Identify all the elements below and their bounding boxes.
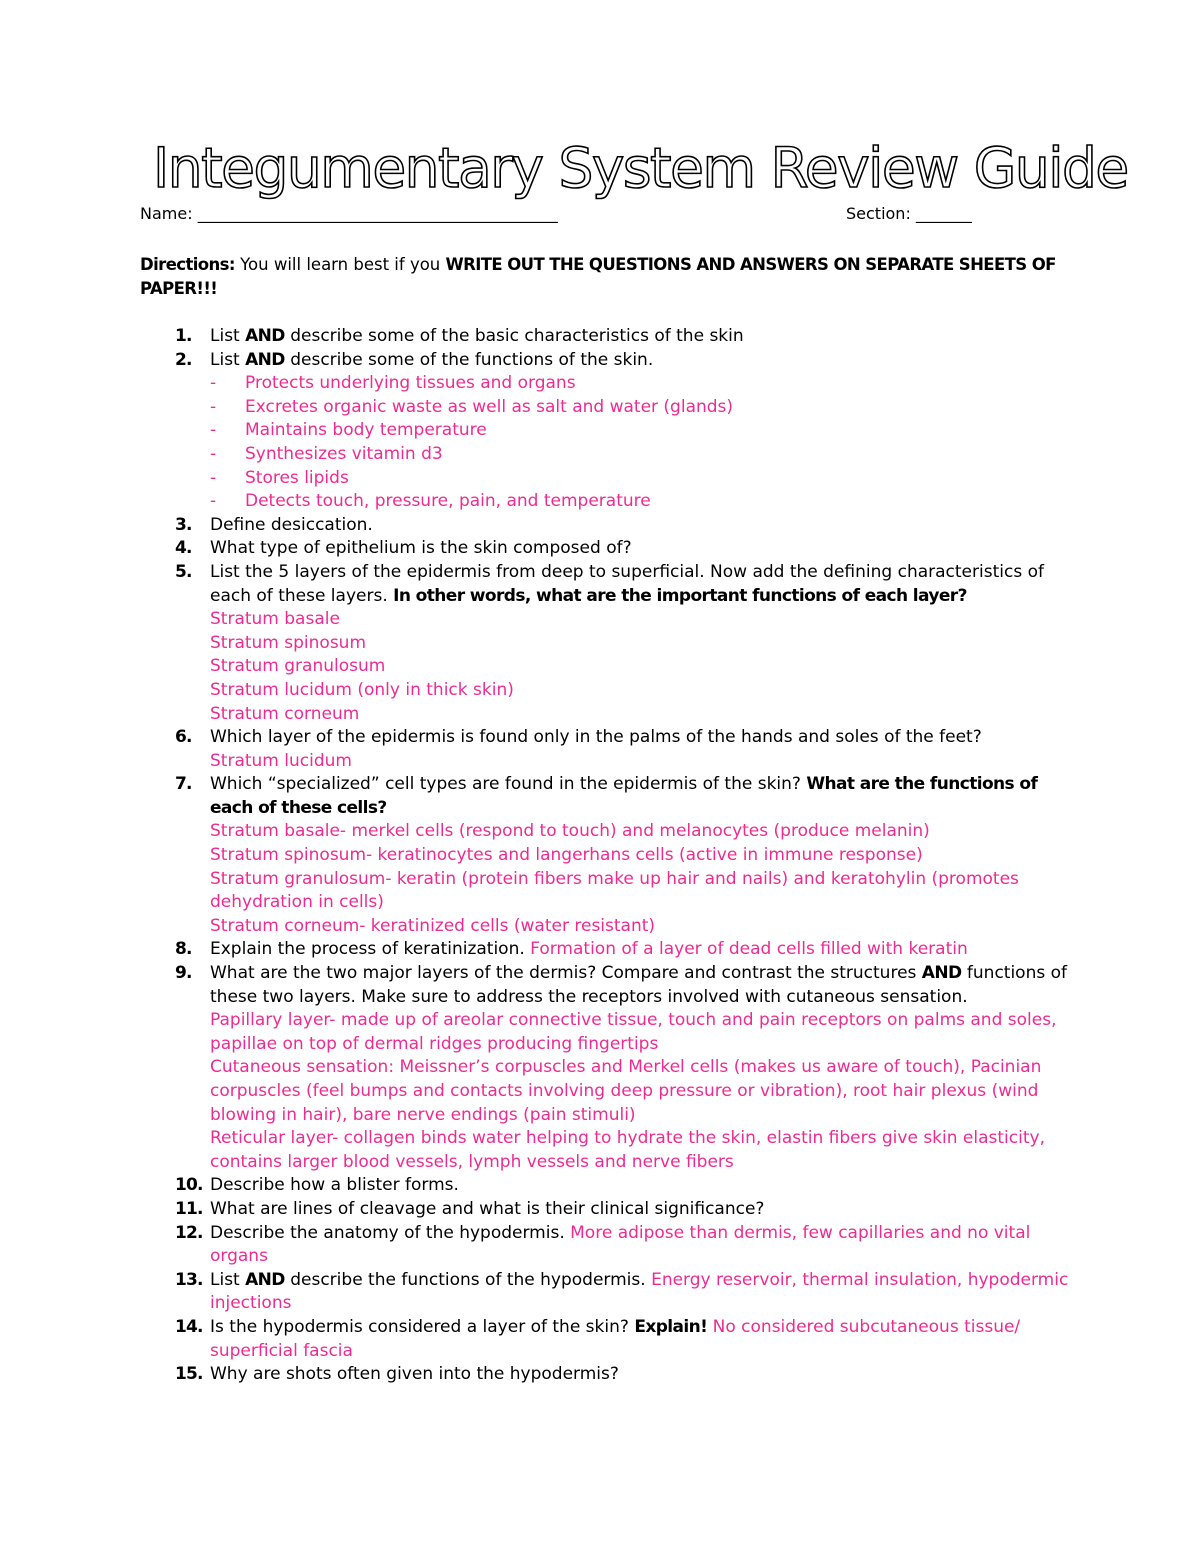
question-13 bbox=[175, 1269, 1075, 1316]
section-label: Section: bbox=[846, 204, 916, 223]
question-text: functions of these two layers. Make sure to address the receptors involved with cutaneous sensation. bbox=[210, 963, 1067, 1007]
question-6 bbox=[175, 726, 1075, 750]
question-number: 5. bbox=[175, 561, 192, 582]
question-number: 6. bbox=[175, 727, 192, 748]
question-text: Which layer of the epidermis is found only in the palms of the hands and soles of the feet? bbox=[210, 727, 982, 748]
answer-bullet bbox=[175, 443, 1075, 467]
question-text: describe some of the functions of the skin. bbox=[284, 349, 654, 370]
answer-bullet bbox=[175, 490, 1075, 514]
answer-text: Protects underlying tissues and organs bbox=[245, 373, 576, 394]
document-title: Integumentary System Review Guide bbox=[153, 136, 1128, 200]
question-text: What type of epithelium is the skin composed of? bbox=[210, 538, 632, 559]
name-label: Name: bbox=[140, 204, 198, 223]
dash-marker: - bbox=[210, 396, 217, 417]
directions-text: You will learn best if you bbox=[234, 255, 446, 274]
question-text: What are the two major layers of the dermis? Compare and contrast the structures bbox=[210, 963, 922, 984]
question-number: 10. bbox=[175, 1175, 203, 1196]
question-5 bbox=[175, 561, 1075, 608]
question-1 bbox=[175, 325, 1075, 349]
question-text: List bbox=[210, 1269, 246, 1290]
question-number: 14. bbox=[175, 1316, 203, 1337]
answer-line: Stratum spinosum- keratinocytes and langerhans cells (active in immune response) bbox=[210, 845, 923, 866]
answer-text: Energy reservoir, thermal insulation, hypodermic injections bbox=[210, 1269, 1069, 1314]
answer-line: Stratum corneum- keratinized cells (water resistant) bbox=[210, 915, 656, 936]
dash-marker: - bbox=[210, 373, 217, 394]
answer-line: Stratum corneum bbox=[210, 703, 360, 724]
question-text: List bbox=[210, 349, 246, 370]
question-emphasis: What are the functions of each of these cells? bbox=[210, 774, 1038, 818]
answer-bullet bbox=[175, 396, 1075, 420]
question-2 bbox=[175, 349, 1075, 373]
answer-text: Maintains body temperature bbox=[245, 420, 487, 441]
question-3 bbox=[175, 514, 1075, 538]
answer-line: Stratum spinosum bbox=[210, 632, 367, 653]
dash-marker: - bbox=[210, 420, 217, 441]
question-list bbox=[175, 325, 1075, 1387]
answer-bullet bbox=[175, 467, 1075, 491]
question-8 bbox=[175, 938, 1075, 962]
question-number: 8. bbox=[175, 939, 192, 960]
question-emphasis: Explain! bbox=[634, 1316, 708, 1337]
name-field bbox=[140, 203, 558, 225]
question-number: 2. bbox=[175, 349, 192, 370]
question-12 bbox=[175, 1222, 1075, 1269]
question-number: 9. bbox=[175, 963, 192, 984]
question-number: 11. bbox=[175, 1198, 203, 1219]
question-number: 7. bbox=[175, 774, 192, 795]
answer-text: No considered subcutaneous tissue/ superficial fascia bbox=[210, 1316, 1021, 1361]
answer-line: Stratum lucidum (only in thick skin) bbox=[210, 679, 514, 700]
answer-bullet bbox=[175, 419, 1075, 443]
question-number: 15. bbox=[175, 1364, 203, 1385]
question-text: Explain the process of keratinization. bbox=[210, 939, 531, 960]
question-text: Which “specialized” cell types are found in the epidermis of the skin? bbox=[210, 774, 807, 795]
question-number: 12. bbox=[175, 1222, 203, 1243]
question-number: 3. bbox=[175, 514, 192, 535]
question-14 bbox=[175, 1316, 1075, 1363]
question-text: Describe how a blister forms. bbox=[210, 1175, 459, 1196]
section-blank: _______ bbox=[915, 204, 972, 223]
answer-line: Reticular layer- collagen binds water helping to hydrate the skin, elastin fibers give skin elasticity, contains larger blood vessels, lymph vessels and nerve fibers bbox=[210, 1128, 1045, 1172]
question-7 bbox=[175, 773, 1075, 820]
answer-line: Stratum lucidum bbox=[210, 750, 352, 771]
answer-line: Stratum granulosum bbox=[210, 656, 386, 677]
answer-line: Cutaneous sensation: Meissner’s corpuscles and Merkel cells (makes us aware of touch), Pacinian corpuscles (feel bumps and contacts involving deep pressure or vibration), root hair plexus (wind blowing in hair), bare nerve endings (pain stimuli) bbox=[210, 1057, 1042, 1125]
question-number: 1. bbox=[175, 326, 192, 346]
question-emphasis: AND bbox=[245, 1269, 285, 1290]
dash-marker: - bbox=[210, 443, 217, 464]
question-number: 13. bbox=[175, 1269, 203, 1290]
question-emphasis: In other words, what are the important functions of each layer? bbox=[393, 585, 967, 606]
directions-label: Directions: bbox=[140, 255, 235, 274]
question-text: describe the functions of the hypodermis. bbox=[284, 1269, 652, 1290]
question-emphasis: AND bbox=[921, 963, 962, 984]
answer-text: Detects touch, pressure, pain, and temperature bbox=[245, 491, 651, 512]
answer-bullet bbox=[175, 372, 1075, 396]
name-blank: _____________________________________________ bbox=[197, 204, 558, 223]
answer-line: Stratum granulosum- keratin (protein fibers make up hair and nails) and keratohylin (promotes dehydration in cells) bbox=[210, 868, 1019, 913]
question-9 bbox=[175, 962, 1075, 1009]
question-text: What are lines of cleavage and what is their clinical significance? bbox=[210, 1198, 765, 1219]
question-emphasis: AND bbox=[245, 349, 285, 370]
question-text: Is the hypodermis considered a layer of the skin? bbox=[210, 1316, 635, 1337]
answer-text: Formation of a layer of dead cells filled with keratin bbox=[530, 939, 968, 960]
answer-text: Stores lipids bbox=[245, 467, 349, 488]
answer-line: Stratum basale- merkel cells (respond to touch) and melanocytes (produce melanin) bbox=[210, 821, 930, 842]
dash-marker: - bbox=[210, 491, 217, 512]
question-text: Define desiccation. bbox=[210, 514, 373, 535]
directions-emphasis: WRITE OUT THE QUESTIONS AND ANSWERS ON SEPARATE SHEETS OF PAPER!!! bbox=[140, 255, 1056, 298]
answer-line: Papillary layer- made up of areolar connective tissue, touch and pain receptors on palms and soles, papillae on top of dermal ridges producing fingertips bbox=[210, 1010, 1057, 1054]
question-4 bbox=[175, 537, 1075, 561]
question-emphasis: AND bbox=[245, 326, 285, 346]
question-11 bbox=[175, 1198, 1075, 1222]
answer-text: More adipose than dermis, few capillaries and no vital organs bbox=[210, 1222, 1031, 1267]
answer-text: Excretes organic waste as well as salt and water (glands) bbox=[245, 396, 734, 417]
dash-marker: - bbox=[210, 467, 217, 488]
question-15 bbox=[175, 1363, 1075, 1387]
answer-text: Synthesizes vitamin d3 bbox=[245, 443, 443, 464]
question-10 bbox=[175, 1174, 1075, 1198]
question-text: List the 5 layers of the epidermis from deep to superficial. Now add the defining characteristics of each of these layers. bbox=[210, 561, 1044, 606]
question-text: Describe the anatomy of the hypodermis. bbox=[210, 1222, 571, 1243]
question-text: List bbox=[210, 326, 246, 346]
question-text: describe some of the basic characteristics of the skin bbox=[284, 326, 744, 346]
section-field bbox=[846, 203, 972, 225]
answer-line: Stratum basale bbox=[210, 609, 340, 630]
question-number: 4. bbox=[175, 538, 192, 559]
directions bbox=[140, 253, 1070, 301]
question-text: Why are shots often given into the hypodermis? bbox=[210, 1364, 619, 1385]
